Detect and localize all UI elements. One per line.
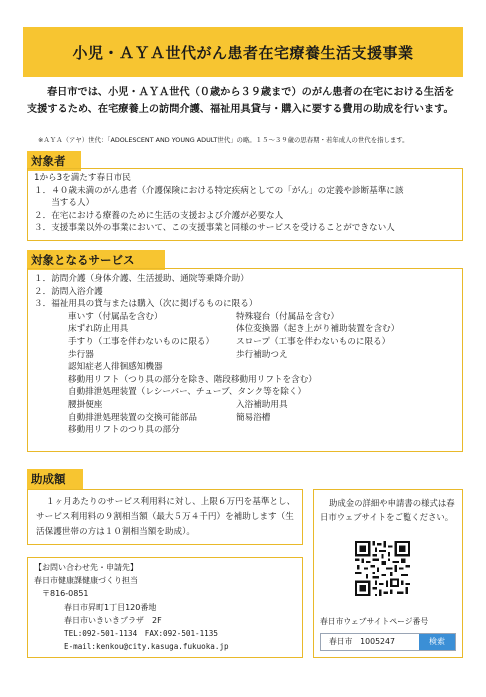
website-caption: 春日市ウェブサイトページ番号 [320,617,429,626]
contact-dept: 春日市健康課健康づくり担当 [34,576,138,586]
aya-note: ※ＡＹＡ（アヤ）世代：「ADOLESCENT AND YOUNG ADULT世代」の略。１５～３９歳の思春期・若年成人の世代を指します。 [38,136,409,144]
equipment-row [34,323,456,336]
subsidy-heading: 助成額 [27,469,83,489]
contact-email[interactable]: E-mail:kenkou@city.kasuga.fukuoka.jp [64,642,229,652]
equipment-row [34,412,456,425]
equipment-item: 自動排泄処理装置（レシーバー、チューブ、タンク等を除く） [68,387,307,398]
contact-box [27,557,303,658]
equipment-item [236,424,456,437]
equipment-row [34,311,456,324]
eligibility-heading: 対象者 [27,151,81,171]
search-button[interactable]: 検索 [419,634,455,650]
equipment-item: 自動排泄処理装置の交換可能部品 [68,412,197,423]
contact-heading: 【お問い合わせ先・申請先】 [34,563,138,572]
equipment-item: 体位変換器（起き上がり補助装置を含む） [236,324,400,335]
equipment-row [34,374,456,387]
equipment-item: 歩行器 [68,349,94,360]
equipment-item: 腰掛便座 [68,399,103,410]
site-search-box[interactable] [320,633,456,651]
service-line: ３．福祉用具の貸与または購入（次に掲げるものに限る） [34,299,258,310]
website-text-body: 助成金の詳細や申請書の様式は春日市ウェブサイトをご覧ください。 [320,498,455,522]
equipment-item: スロープ（工事を伴わないものに限る） [236,336,391,347]
contact-address-2: 春日市いきいきプラザ 2F [64,615,162,625]
equipment-item: 入浴補助用具 [236,399,288,410]
subsidy-text-body: １ヶ月あたりのサービス利用料に対し、上限６万円を基準とし、サービス利用料の９割相当額（最大５万４千円）を補助します（生活保護世帯の方は１０割相当額を助成）。 [36,497,296,537]
equipment-item [236,386,456,399]
equipment-item: 手すり（工事を伴わないものに限る） [68,336,215,347]
intro-paragraph [27,84,463,118]
equipment-item: 認知症老人徘徊感知機器 [68,362,163,373]
services-heading: 対象となるサービス [27,250,165,270]
equipment-item: 移動用リフト（つり具の部分を除き、階段移動用リフトを含む） [68,374,317,385]
subsidy-text [36,495,296,540]
subsidy-box [27,489,303,545]
equipment-item: 床ずれ防止用具 [68,324,129,335]
search-input[interactable]: 春日市 1005247 [321,634,419,650]
eligibility-box [27,168,463,241]
equipment-row [34,349,456,362]
equipment-row [34,386,456,399]
eligibility-line: 1から3を満たす春日市民 [34,173,131,183]
equipment-item: 車いす（付属品を含む） [68,311,163,322]
equipment-item [236,374,456,387]
equipment-item: 移動用リフトのつり具の部分 [68,425,180,436]
contact-postal: 〒816-0851 [42,589,89,599]
equipment-item: 特殊寝台（付属品を含む） [236,311,340,322]
equipment-item [236,361,456,374]
contact-address-1: 春日市昇町1丁目120番地 [64,602,157,612]
equipment-row [34,424,456,437]
eligibility-line: 当する人） [34,198,95,209]
equipment-row [34,336,456,349]
qr-code-icon[interactable] [355,541,410,596]
service-line: ２．訪問入浴介護 [34,286,103,297]
eligibility-line: ２．在宅における療養のために生活の支援および介護が必要な人 [34,210,284,221]
page-title: 小児・ＡＹＡ世代がん患者在宅療養生活支援事業 [23,27,463,77]
intro-text: 春日市では、小児・ＡＹＡ世代（０歳から３９歳まで）のがん患者の在宅における生活を支援するため、在宅療養上の訪問介護、福祉用具貸与・購入に要する費用の助成を行います。 [27,87,455,115]
equipment-item: 歩行補助つえ [236,349,288,360]
services-box [27,268,463,452]
equipment-item: 簡易浴槽 [236,412,271,423]
equipment-row [34,361,456,374]
equipment-row [34,399,456,412]
eligibility-line: ３．支援事業以外の事業において、この支援事業と同様のサービスを受けることができない人 [34,223,395,234]
service-line: １．訪問介護（身体介護、生活援助、通院等乗降介助） [34,274,249,284]
eligibility-line: １．４０歳未満のがん患者（介護保険における特定疾病としての「がん」の定義や診断基準に該 [34,185,404,196]
website-text [320,496,460,524]
contact-tel-fax: TEL:092-501-1134 FAX:092-501-1135 [64,629,218,639]
